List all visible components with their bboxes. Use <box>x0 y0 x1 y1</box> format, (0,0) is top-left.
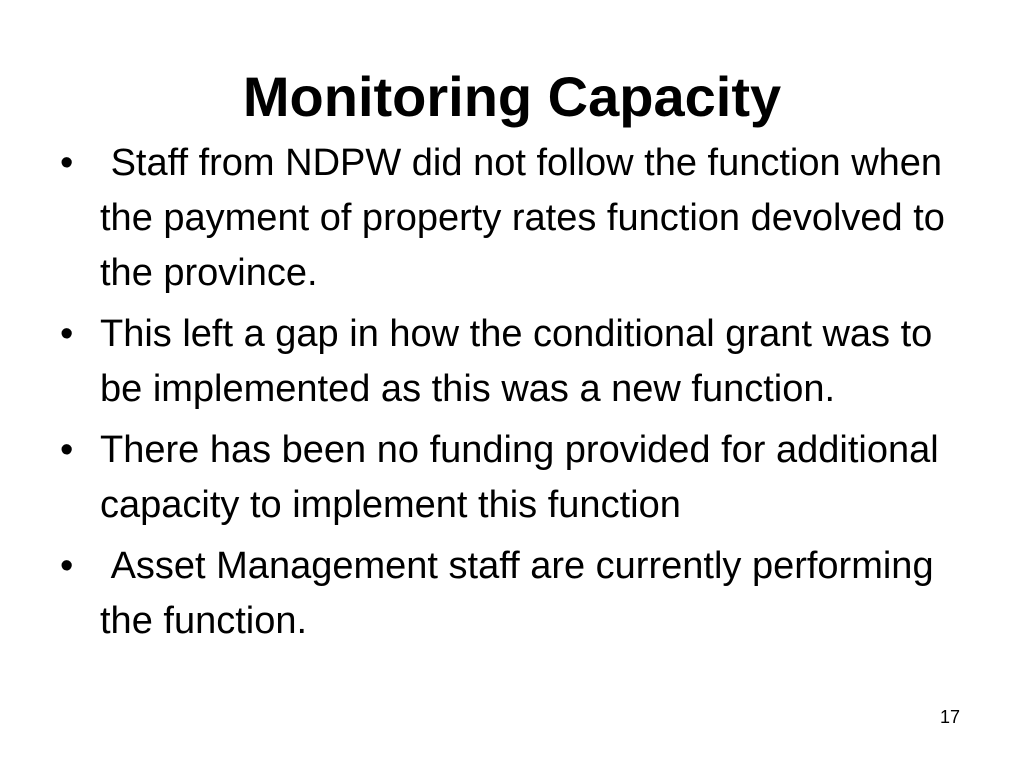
slide-number: 17 <box>940 707 961 727</box>
bullet-item <box>60 423 980 533</box>
bullet-list <box>60 136 980 655</box>
bullet-icon: • <box>60 142 74 184</box>
bullet-text: There has been no funding provided for additional capacity to implement this function <box>100 429 939 526</box>
bullet-text: This left a gap in how the conditional grant was to be implemented as this was a new function. <box>100 313 933 410</box>
slide-title: Monitoring Capacity <box>242 65 782 128</box>
bullet-text: Staff from NDPW did not follow the function when the payment of property rates function devolved to the province. <box>100 142 956 294</box>
bullet-item <box>60 539 980 649</box>
bullet-icon: • <box>60 545 74 587</box>
bullet-item <box>60 307 980 417</box>
bullet-icon: • <box>60 313 74 355</box>
bullet-item <box>60 136 980 301</box>
bullet-text: Asset Management staff are currently performing the function. <box>100 545 945 642</box>
bullet-icon: • <box>60 429 74 471</box>
